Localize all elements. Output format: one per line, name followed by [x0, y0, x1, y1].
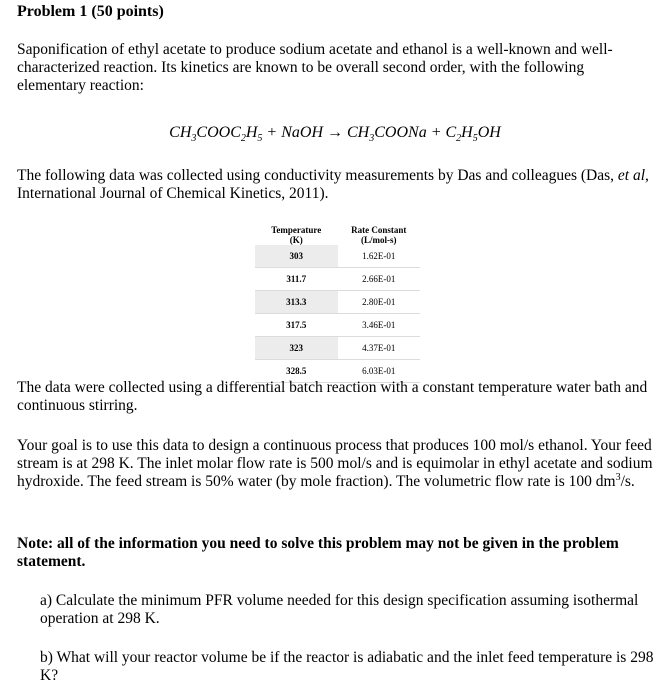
reaction-equation: $CH_3COOC_2H_5$ + NaOH → $CH_3COONa + C_2H_5OH$	[169, 124, 501, 145]
table-row: 313.3 2.80E-01	[255, 291, 420, 314]
table-row: 303 1.62E-01	[255, 245, 420, 268]
data-source-paragraph: The following data was collected using conductivity measurements by Das and colleagues (Das, et al, International Journal of Chemical Kinetics, 2011).	[17, 167, 649, 202]
intro-paragraph: Saponification of ethyl acetate to produce sodium acetate and ethanol is a well-known and well-characterized reaction. Its kinetics are known to be overall second order, with the following elementary reaction:	[17, 41, 613, 94]
naoh-formula: NaOH	[281, 124, 323, 141]
ethanol-formula: $C_2H_5OH$	[445, 124, 501, 145]
ethyl-acetate-formula: $CH_3COOC_2H_5$	[169, 124, 263, 145]
goal-paragraph: Your goal is to use this data to design a continuous process that produces 100 mol/s ethanol. Your feed stream is at 298 K. The inlet molar flow rate is 500 mol/s and is equimolar in ethyl acetate and sodium hydroxide. The feed stream is 50% water (by mole fraction). The volumetric flow rate is 100 $dm^3/s$.	[17, 437, 653, 490]
question-b: b) What will your reactor volume be if the reactor is adiabatic and the inlet feed temperature is 298 K?	[40, 649, 654, 684]
note-paragraph: Note: all of the information you need to solve this problem may not be given in the problem statement.	[17, 535, 619, 570]
problem-title: Problem 1 (50 points)	[17, 3, 164, 20]
table-row: 328.5 6.03E-01	[255, 360, 420, 383]
question-a: a) Calculate the minimum PFR volume needed for this design specification assuming isothermal operation at 298 K.	[40, 592, 639, 627]
table-row: 323 4.37E-01	[255, 337, 420, 360]
sodium-acetate-formula: $CH_3COONa$	[347, 124, 427, 145]
table-row: 311.7 2.66E-01	[255, 268, 420, 291]
rate-constant-table	[255, 225, 420, 383]
collection-method-paragraph: The data were collected using a differential batch reaction with a constant temperature water bath and continuous stirring.	[17, 379, 648, 414]
rate-constant-header: Rate Constant (L/mol-s)	[351, 225, 407, 245]
table-row: 317.5 3.46E-01	[255, 314, 420, 337]
temperature-header: Temperature (K)	[271, 225, 322, 245]
reaction-arrow: →	[323, 124, 347, 141]
